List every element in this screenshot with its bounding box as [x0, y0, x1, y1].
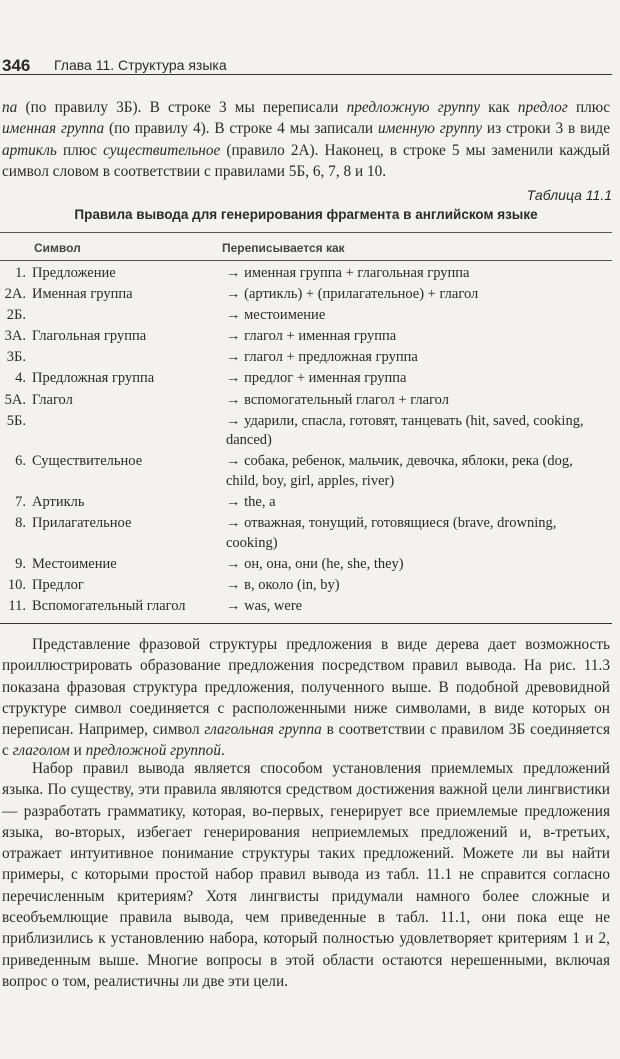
rule-rewrite: → местоимение — [226, 307, 326, 324]
paragraph-tree: Представление фразовой структуры предложения в виде дерева дает возможность проиллюстрировать образование предложения посредством правил вывода. На рис. 11.3 показана фразовая структура предложения, полученного выше. В подобной древовидной структуре символ соединяется с расположенными ниже символами, в виде которых он переписан. Например, символ глагольная группа в соответствии с правилом 3Б соединяется с глаголом и предложной группой. — [2, 636, 610, 760]
table-row — [0, 285, 612, 305]
rule-number: 4. — [15, 370, 26, 387]
table-top-rule — [0, 232, 612, 233]
rule-number: 2Б. — [6, 307, 26, 324]
rule-symbol: Прилагательное — [32, 515, 132, 532]
table-row — [0, 555, 612, 575]
table-row — [0, 493, 612, 513]
rule-symbol: Глагольная группа — [32, 328, 147, 345]
table-caption: Таблица 11.1 — [526, 187, 612, 203]
rule-symbol — [26, 348, 226, 368]
rule-rewrite: → он, она, они (he, she, they) — [226, 555, 404, 572]
page-header — [0, 52, 612, 75]
rule-number: 9. — [15, 555, 26, 572]
rule-symbol: Предлог — [32, 576, 84, 593]
rule-rewrite: → отважная, тонущий, готовящиеся (brave, drowning, cooking) — [226, 515, 557, 551]
table-bottom-rule — [0, 623, 612, 624]
rule-symbol: Именная группа — [32, 286, 133, 303]
rule-symbol — [26, 412, 226, 451]
rule-symbol: Артикль — [32, 494, 85, 511]
table-row — [0, 306, 612, 326]
rule-rewrite: → глагол + именная группа — [226, 328, 397, 345]
chapter-title: Глава 11. Структура языка — [54, 57, 227, 73]
table-row — [0, 369, 612, 389]
rule-number: 3А. — [4, 328, 26, 345]
rule-number: 5А. — [4, 391, 26, 408]
table-row — [0, 452, 612, 491]
rule-number: 7. — [15, 494, 26, 511]
rule-number: 11. — [8, 598, 26, 614]
rule-symbol: Местоимение — [32, 555, 117, 572]
rule-rewrite: → глагол + предложная группа — [226, 349, 418, 366]
column-symbol: Символ — [34, 241, 81, 255]
rule-rewrite: → (артикль) + (прилагательное) + глагол — [226, 286, 479, 303]
rule-symbol: Предложная группа — [32, 370, 155, 387]
table-header-rule — [0, 260, 612, 261]
rule-symbol: Вспомогательный глагол — [32, 598, 186, 614]
table-row — [0, 348, 612, 368]
paragraph-rules: Набор правил вывода является способом установления приемлемых предложений языка. По существу, эти правила являются средством достижения важной цели лингвистики — разработать грамматику, которая, во-первых, генерирует все приемлемые предложения языка, во-вторых, избегает генерирования неприемлемых предложений и, в-третьих, отражает интуитивное понимание структуры таких предложений. Можете ли вы найти примеры, с которыми простой набор правил вывода из табл. 11.1 не справится согласно перечисленным критериям? Хотя лингвисты придумали намного более сложные и всеобъемлющие правила вывода, чем приведенные в табл. 11.1, они пока еще не приблизились к установлению набора, который полностью удовлетворяет критериям 1 и 2, приведенным выше. Многие вопросы в этой области остаются нерешенными, включая вопрос о том, реалистичны ли две эти цели. — [2, 760, 610, 990]
rule-number: 2А. — [4, 286, 26, 303]
intro-paragraph: па (по правилу 3Б). В строке 3 мы переписали предложную группу как предлог плюс именная группа (по правилу 4). В строке 4 мы записали именную группу из строки 3 в виде артикль плюс существительное (правило 2А). Наконец, в строке 5 мы заменили каждый символ словом в соответствии с правилами 5Б, 6, 7, 8 и 10. — [2, 99, 611, 180]
rule-symbol: Глагол — [32, 391, 73, 408]
table-body — [0, 264, 612, 618]
table-row — [0, 597, 612, 617]
table-row — [0, 264, 612, 284]
rule-number: 8. — [15, 515, 26, 532]
page-number: 346 — [2, 56, 31, 75]
rule-rewrite: → предлог + именная группа — [226, 370, 407, 387]
rule-number: 3Б. — [6, 349, 26, 366]
rule-number: 5Б. — [6, 412, 26, 429]
rule-rewrite: → собака, ребенок, мальчик, девочка, яблоки, река (dog, child, boy, girl, apples, river) — [226, 453, 573, 489]
rule-number: 1. — [15, 265, 26, 281]
rule-rewrite: → ударили, спасла, готовят, танцевать (hit, saved, cooking, danced) — [226, 412, 584, 449]
column-rewrite: Переписывается как — [222, 241, 345, 255]
table-row — [0, 576, 612, 596]
rule-rewrite: → was, were — [226, 598, 303, 614]
rule-symbol: Предложение — [32, 265, 116, 281]
table-row — [0, 391, 612, 411]
table-row — [0, 412, 612, 451]
table-title: Правила вывода для генерирования фрагмента в английском языке — [74, 207, 538, 222]
rule-rewrite: → в, около (in, by) — [226, 576, 340, 593]
rule-rewrite: → именная группа + глагольная группа — [226, 265, 470, 281]
table-row — [0, 327, 612, 347]
rule-symbol: Существительное — [32, 453, 143, 470]
rule-rewrite: → the, a — [226, 494, 276, 511]
rule-symbol — [26, 306, 226, 326]
rule-rewrite: → вспомогательный глагол + глагол — [226, 391, 449, 408]
table-row — [0, 514, 612, 553]
rule-number: 6. — [15, 453, 26, 470]
rule-number: 10. — [7, 576, 26, 593]
